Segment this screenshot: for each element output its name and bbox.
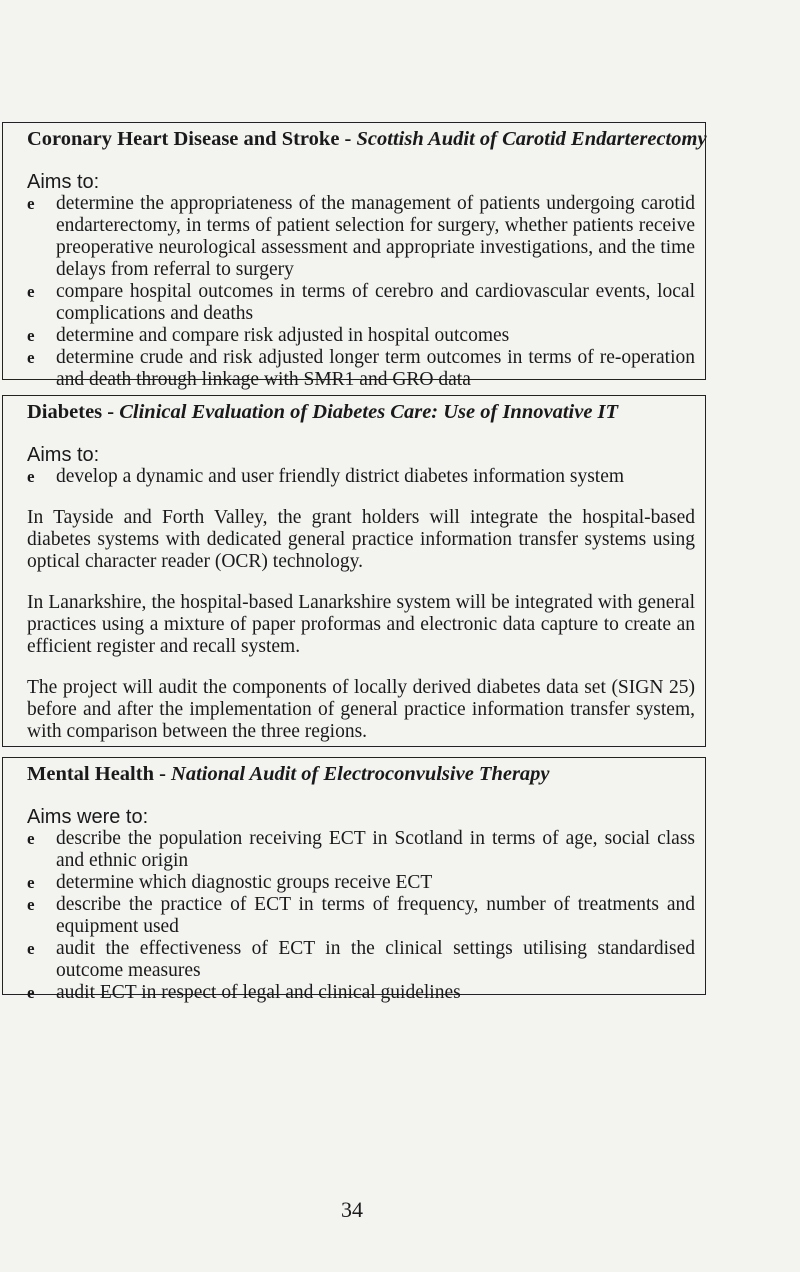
aims-list (27, 466, 695, 488)
bullet-icon: e (27, 873, 35, 892)
list-item: e describe the population receiving ECT in Scotland in terms of age, social class and ethnic origin (27, 828, 695, 871)
list-item: e determine crude and risk adjusted longer term outcomes in terms of re-operation and death through linkage with SMR1 and GRO data (27, 347, 695, 390)
bullet-icon: e (27, 939, 35, 958)
list-item: e determine and compare risk adjusted in hospital outcomes (27, 325, 510, 346)
page-number: 34 (341, 1197, 363, 1222)
aims-heading: Aims to: (27, 444, 100, 466)
aims-list (27, 193, 695, 391)
bullet-icon: e (27, 467, 35, 486)
list-item: e compare hospital outcomes in terms of cerebro and cardiovascular events, local complications and deaths (27, 281, 695, 324)
list-item: e describe the practice of ECT in terms of frequency, number of treatments and equipment used (27, 894, 695, 937)
paragraph: The project will audit the components of locally derived diabetes data set (SIGN 25) before and after the implementation of general practice information transfer system, with comparison between the three regions. (27, 677, 695, 742)
aims-list (27, 828, 695, 1004)
section-diabetes-care (2, 395, 706, 747)
bullet-icon: e (27, 194, 35, 213)
bullet-icon: e (27, 282, 35, 301)
section-ect-audit (2, 757, 706, 1003)
paragraph: In Tayside and Forth Valley, the grant holders will integrate the hospital-based diabetes systems with dedicated general practice information transfer systems using optical character reader (OCR) technology. (27, 507, 695, 572)
list-item: e develop a dynamic and user friendly district diabetes information system (27, 466, 625, 487)
section-title: Mental Health - National Audit of Electroconvulsive Therapy (27, 763, 550, 785)
bullet-icon: e (27, 326, 35, 345)
aims-heading: Aims to: (27, 171, 100, 193)
section-title: Coronary Heart Disease and Stroke - Scottish Audit of Carotid Endarterectomy (27, 128, 707, 150)
paragraph: In Lanarkshire, the hospital-based Lanarkshire system will be integrated with general practices using a mixture of paper proformas and electronic data capture to create an efficient register and recall system. (27, 592, 695, 657)
list-item: e determine which diagnostic groups receive ECT (27, 872, 433, 893)
list-item: e audit ECT in respect of legal and clinical guidelines (27, 982, 461, 1003)
bullet-icon: e (27, 829, 35, 848)
section-title: Diabetes - Clinical Evaluation of Diabetes Care: Use of Innovative IT (27, 401, 619, 423)
bullet-icon: e (27, 983, 35, 1002)
list-item: e audit the effectiveness of ECT in the clinical settings utilising standardised outcome measures (27, 938, 695, 981)
section-carotid-audit (2, 122, 707, 390)
list-item: e determine the appropriateness of the management of patients undergoing carotid endarterectomy, in terms of patient selection for surgery, whether patients receive preoperative neurological assessment and appropriate investigations, and the time delays from referral to surgery (27, 193, 695, 280)
bullet-icon: e (27, 895, 35, 914)
aims-heading: Aims were to: (27, 806, 149, 828)
bullet-icon: e (27, 348, 35, 367)
